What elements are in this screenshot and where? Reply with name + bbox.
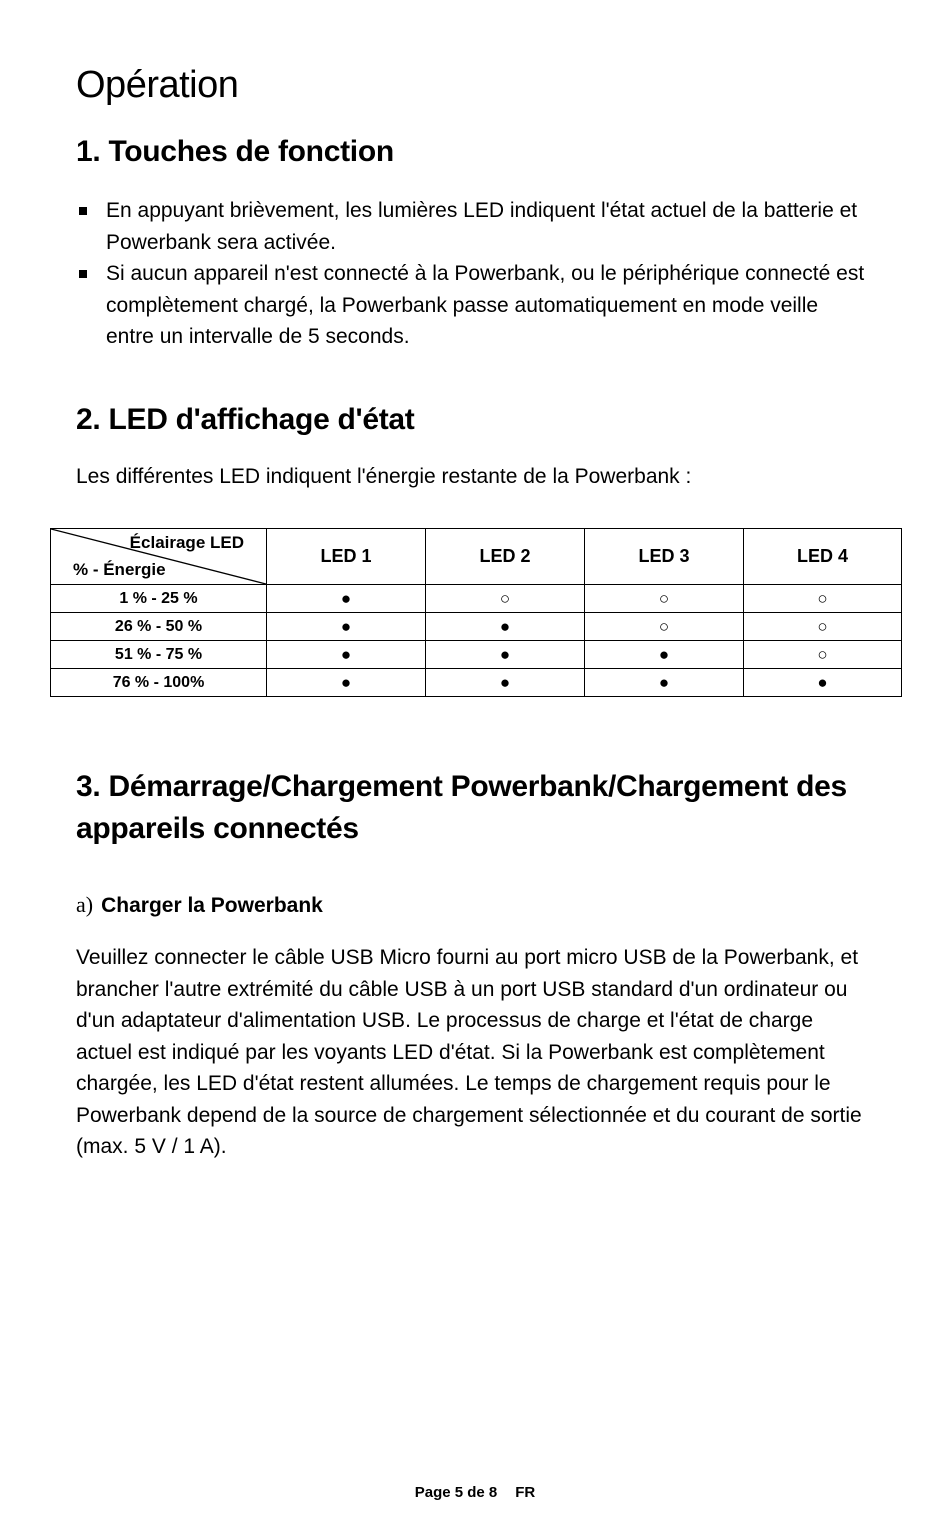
list-item (76, 195, 866, 258)
led-state-cell: ○ (744, 585, 902, 613)
led-intro-text: Les différentes LED indiquent l'énergie restante de la Powerbank : (76, 465, 692, 488)
led-state-cell: ● (585, 669, 744, 697)
led-status-table (50, 528, 902, 697)
column-header-led-1: LED 1 (267, 529, 426, 585)
table-row (51, 585, 902, 613)
page-number: Page 5 de 8 (414, 1484, 498, 1501)
section-heading-led-status: 2. LED d'affichage d'état (76, 403, 415, 436)
subsection-heading-charge-powerbank (76, 892, 323, 918)
charging-instructions-text: Veuillez connecter le câble USB Micro fourni au port micro USB de la Powerbank, et brancher l'autre extrémité du câble USB à un port USB standard d'un ordinateur ou d'un adaptateur d'alimentation USB. Le processus de charge et l'état de charge actuel est indiqué par les voyants LED d'état. Si la Powerbank est complètement chargée, les LED d'état restent allumées. Le temps de chargement requis pour le Powerbank depend de la source de chargement sélectionnée et du courant de sortie (max. 5 V / 1 A). (76, 946, 862, 1158)
list-item-text: En appuyant brièvement, les lumières LED indiquent l'état actuel de la batterie et Powerbank sera activée. (106, 199, 858, 254)
square-bullet-icon (79, 270, 87, 278)
corner-label-led-lighting: Éclairage LED (129, 533, 244, 552)
list-item (76, 258, 866, 353)
led-state-cell: ● (267, 613, 426, 641)
column-header-led-3: LED 3 (585, 529, 744, 585)
page-title: Opération (76, 64, 239, 106)
led-state-cell: ● (744, 669, 902, 697)
table-row (51, 641, 902, 669)
energy-range-cell: 76 % - 100% (51, 669, 267, 697)
led-state-cell: ○ (744, 641, 902, 669)
subsection-letter: a) (76, 892, 94, 917)
corner-label-energy: % - Énergie (73, 560, 166, 579)
led-state-cell: ● (585, 641, 744, 669)
energy-range-cell: 1 % - 25 % (51, 585, 267, 613)
led-state-cell: ● (267, 669, 426, 697)
led-state-cell: ● (426, 669, 585, 697)
energy-range-cell: 26 % - 50 % (51, 613, 267, 641)
section-heading-function-keys: 1. Touches de fonction (76, 135, 394, 168)
subsection-title: Charger la Powerbank (101, 894, 323, 917)
led-state-cell: ● (267, 585, 426, 613)
table-corner-cell (51, 529, 267, 585)
led-state-cell: ○ (585, 613, 744, 641)
led-state-cell: ○ (744, 613, 902, 641)
language-code: FR (515, 1484, 536, 1501)
energy-range-cell: 51 % - 75 % (51, 641, 267, 669)
led-state-cell: ● (426, 641, 585, 669)
page-footer (0, 1484, 950, 1501)
table-row (51, 669, 902, 697)
square-bullet-icon (79, 207, 87, 215)
led-state-cell: ○ (426, 585, 585, 613)
column-header-led-4: LED 4 (744, 529, 902, 585)
column-header-led-2: LED 2 (426, 529, 585, 585)
list-item-text: Si aucun appareil n'est connecté à la Powerbank, ou le périphérique connecté est complètement chargé, la Powerbank passe automatiquement en mode veille entre un intervalle de 5 seconds. (106, 262, 865, 348)
table-row (51, 613, 902, 641)
function-keys-list (76, 195, 866, 353)
section-heading-charging: 3. Démarrage/Chargement Powerbank/Chargement des appareils connectés (76, 770, 847, 845)
led-state-cell: ● (426, 613, 585, 641)
table-header-row (51, 529, 902, 585)
led-state-cell: ● (267, 641, 426, 669)
led-state-cell: ○ (585, 585, 744, 613)
